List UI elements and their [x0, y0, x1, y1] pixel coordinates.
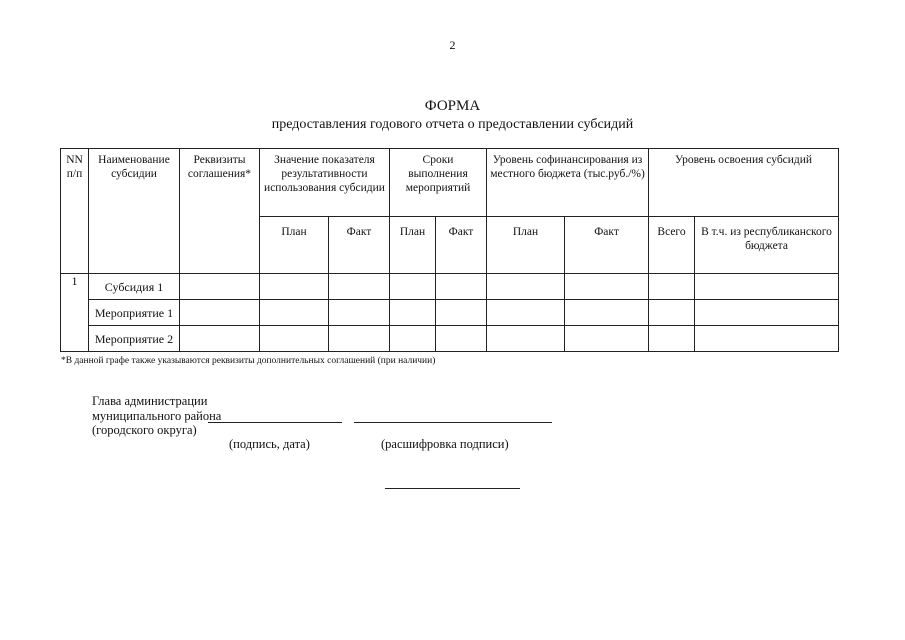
table-cell	[649, 326, 695, 352]
table-cell	[390, 326, 436, 352]
row-number: 1	[61, 274, 89, 352]
signatory-title-line-2: муниципального района	[92, 408, 222, 423]
signatory-title-line-1: Глава администрации	[92, 394, 208, 408]
subheader-indicator-fact: Факт	[329, 217, 390, 274]
page-number: 2	[449, 38, 456, 52]
table-cell	[487, 300, 565, 326]
subheader-utilization-total: Всего	[649, 217, 695, 274]
report-table	[60, 148, 839, 352]
table-cell	[390, 300, 436, 326]
row-name: Субсидия 1	[89, 274, 180, 300]
table-row	[61, 326, 839, 352]
separator-line	[385, 488, 520, 489]
header-activity-terms: Сроки выполнения мероприятий	[390, 149, 487, 217]
form-title: ФОРМА	[424, 98, 481, 114]
table-cell	[565, 300, 649, 326]
signature-line	[208, 422, 342, 423]
table-cell	[695, 300, 839, 326]
row-name: Мероприятие 2	[89, 326, 180, 352]
table-cell	[260, 326, 329, 352]
header-agreement-requisites: Реквизиты соглашения*	[180, 149, 260, 274]
table-cell	[180, 300, 260, 326]
header-cofinancing-level: Уровень софинансирования из местного бюджета (тыс.руб./%)	[487, 149, 649, 217]
subheader-terms-fact: Факт	[436, 217, 487, 274]
header-nn: NN п/п	[61, 149, 89, 274]
table-cell	[565, 274, 649, 300]
table-cell	[436, 300, 487, 326]
subheader-indicator-plan: План	[260, 217, 329, 274]
table-row	[61, 274, 839, 300]
signature-caption: (подпись, дата)	[229, 437, 310, 451]
table-cell	[436, 326, 487, 352]
table-cell	[695, 326, 839, 352]
signature-decoding-caption: (расшифровка подписи)	[381, 437, 509, 451]
table-cell	[436, 274, 487, 300]
table-cell	[390, 274, 436, 300]
table-cell	[487, 274, 565, 300]
header-performance-indicator: Значение показателя результативности использования субсидии	[260, 149, 390, 217]
table-cell	[649, 274, 695, 300]
table-cell	[695, 274, 839, 300]
table-cell	[329, 300, 390, 326]
subheader-utilization-republic: В т.ч. из республиканского бюджета	[695, 217, 839, 274]
subheader-cofinancing-plan: План	[487, 217, 565, 274]
table-cell	[649, 300, 695, 326]
table-cell	[180, 274, 260, 300]
table-cell	[487, 326, 565, 352]
table-cell	[260, 300, 329, 326]
table-cell	[329, 274, 390, 300]
header-utilization-level: Уровень освоения субсидий	[649, 149, 839, 217]
footnote: *В данной графе также указываются реквизиты дополнительных соглашений (при наличии)	[61, 356, 436, 366]
signatory-title-line-3: (городского округа)	[92, 423, 197, 437]
table-cell	[329, 326, 390, 352]
subheader-terms-plan: План	[390, 217, 436, 274]
table-cell	[180, 326, 260, 352]
signature-decoding-line	[354, 422, 552, 423]
table-cell	[260, 274, 329, 300]
row-name: Мероприятие 1	[89, 300, 180, 326]
table-cell	[565, 326, 649, 352]
signature-block	[92, 394, 221, 438]
table-row	[61, 300, 839, 326]
form-subtitle: предоставления годового отчета о предоставлении субсидий	[271, 117, 634, 132]
subheader-cofinancing-fact: Факт	[565, 217, 649, 274]
header-subsidy-name: Наименование субсидии	[89, 149, 180, 274]
